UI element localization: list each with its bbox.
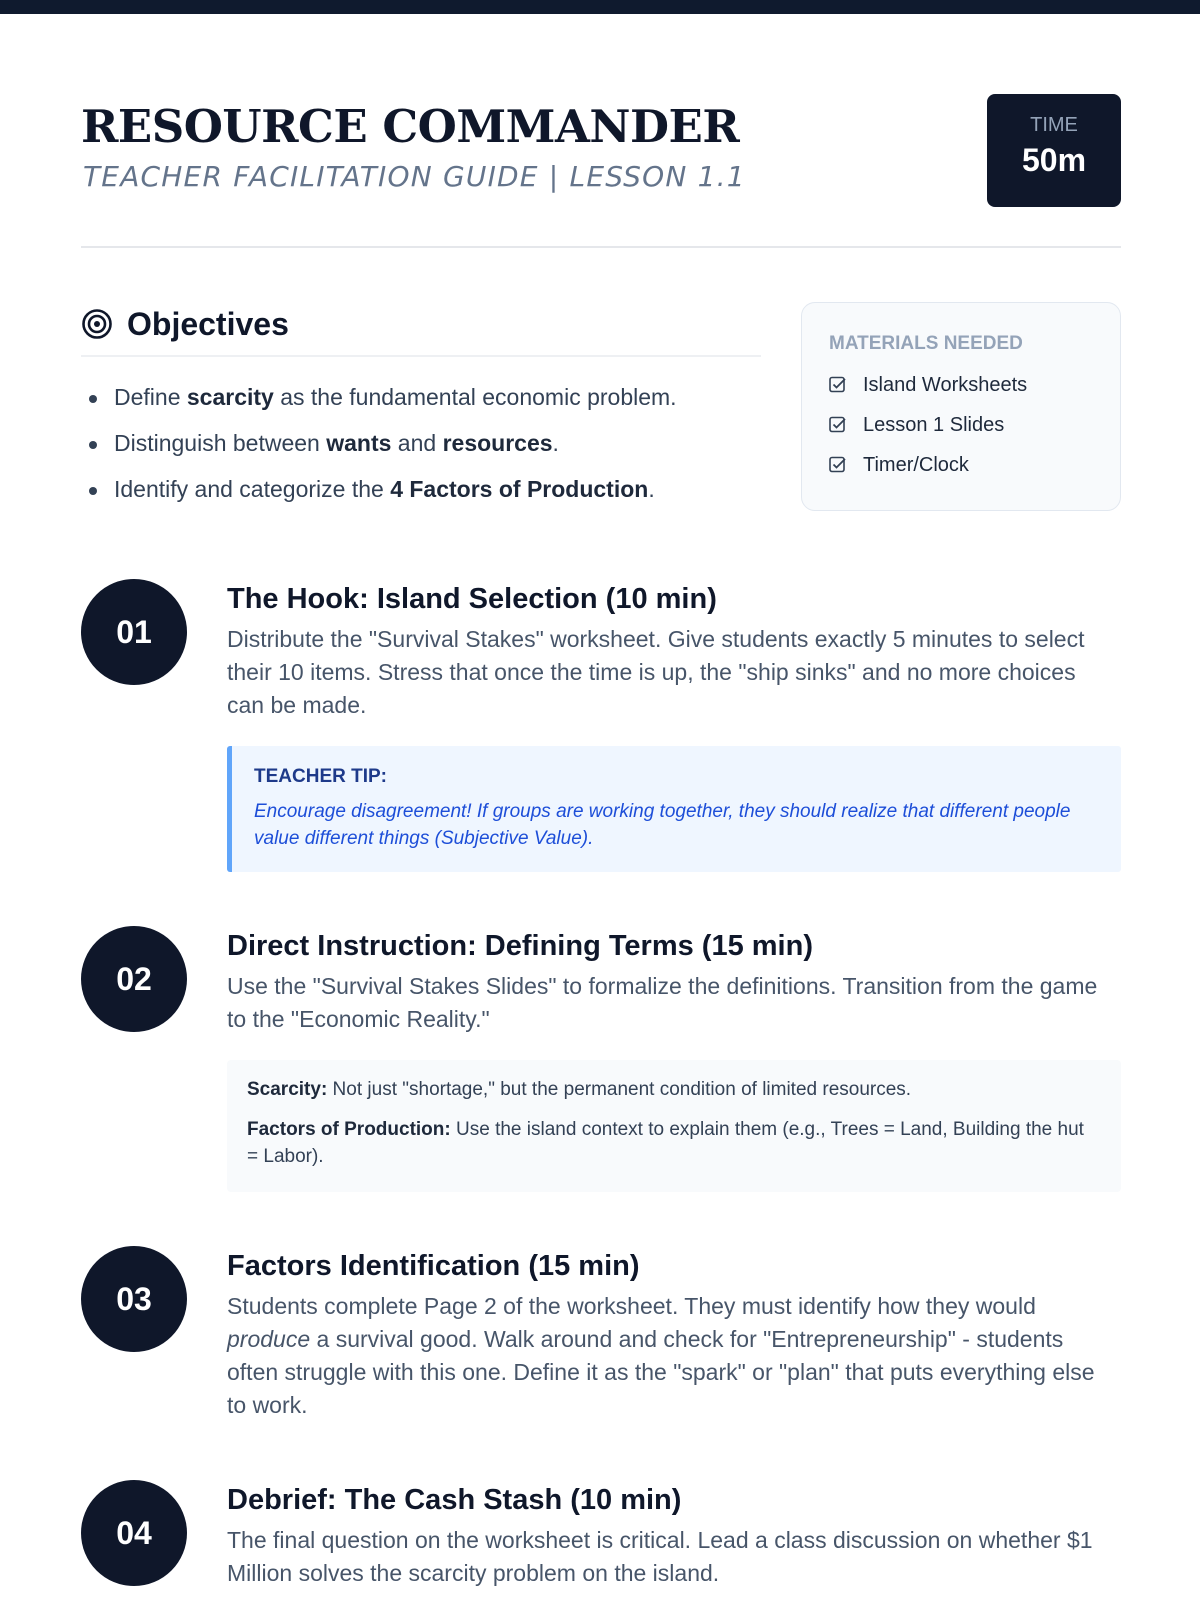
tip-text: Encourage disagreement! If groups are working together, they should realize that different people value different things (Subjective Value).: [254, 801, 1071, 849]
objective-item: Identify and categorize the 4 Factors of Production.: [81, 474, 771, 520]
step-1: [81, 579, 1121, 879]
checkbox-icon: [829, 416, 847, 434]
step-2: [81, 926, 1121, 1196]
material-label: Lesson 1 Slides: [863, 414, 1005, 436]
step-number: 02: [81, 926, 187, 1032]
page-header: [81, 94, 1121, 208]
step-body: The final question on the worksheet is critical. Lead a class discussion on whether $1 Million solves the scarcity problem on the island.: [227, 1527, 1093, 1586]
materials-title: MATERIALS NEEDED: [829, 333, 1023, 354]
step-title: Debrief: The Cash Stash (10 min): [227, 1484, 682, 1516]
step-title: Factors Identification (15 min): [227, 1250, 640, 1282]
definition-item: Scarcity: Not just "shortage," but the permanent condition of limited resources.: [247, 1079, 912, 1100]
checkbox-icon: [829, 376, 847, 394]
definitions-box: [227, 1060, 1121, 1192]
definition-item: Factors of Production: Use the island context to explain them (e.g., Trees = Land, Building the hut = Labor).: [247, 1119, 1084, 1167]
target-icon: [81, 308, 113, 340]
materials-card: [801, 302, 1121, 511]
objective-item: Distinguish between wants and resources.: [81, 428, 771, 474]
step-title: The Hook: Island Selection (10 min): [227, 583, 717, 615]
checkbox-icon: [829, 456, 847, 474]
tip-label: TEACHER TIP:: [254, 766, 387, 787]
objectives-underline: [81, 355, 761, 357]
step-number: 04: [81, 1480, 187, 1586]
page-title: RESOURCE COMMANDER: [81, 100, 740, 153]
step-body: Distribute the "Survival Stakes" worksheet. Give students exactly 5 minutes to select their 10 items. Stress that once the time is up, the "ship sinks" and no more choices can be made.: [227, 626, 1085, 718]
objective-item: Define scarcity as the fundamental economic problem.: [81, 382, 771, 428]
material-label: Timer/Clock: [863, 454, 969, 476]
page-subtitle: TEACHER FACILITATION GUIDE | LESSON 1.1: [83, 160, 746, 193]
step-number: 03: [81, 1246, 187, 1352]
step-number: 01: [81, 579, 187, 685]
header-divider: [81, 246, 1121, 248]
step-body: Students complete Page 2 of the worksheet. They must identify how they would produce a survival good. Walk around and check for "Entrepreneurship" - students often struggle with this one. Define it as the "spark" or "plan" that puts everything else to work.: [227, 1293, 1095, 1418]
time-label: TIME: [1030, 114, 1078, 136]
objectives-list: [81, 382, 771, 520]
time-badge: [987, 94, 1121, 207]
teacher-tip: [227, 746, 1121, 872]
step-body: Use the "Survival Stakes Slides" to formalize the definitions. Transition from the game to the "Economic Reality.": [227, 973, 1098, 1032]
step-3: [81, 1246, 1121, 1436]
time-value: 50m: [1021, 142, 1087, 178]
top-accent-bar: [0, 0, 1200, 14]
objectives-title: Objectives: [127, 306, 289, 342]
step-title: Direct Instruction: Defining Terms (15 min): [227, 930, 813, 962]
step-4: [81, 1480, 1121, 1598]
material-label: Island Worksheets: [863, 374, 1028, 396]
